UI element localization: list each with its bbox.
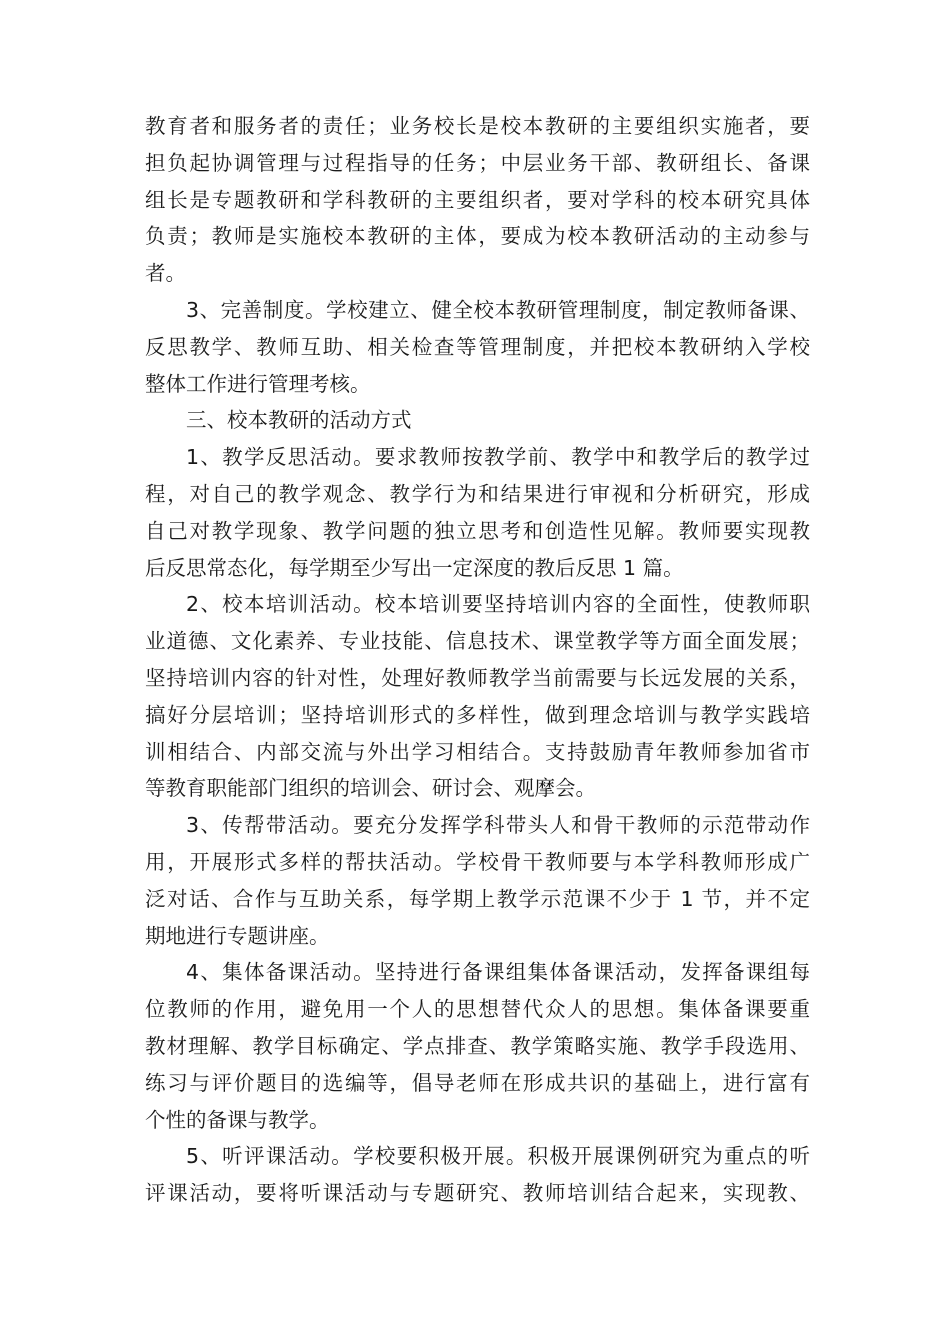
text-line: 等教育职能部门组织的培训会、研讨会、观摩会。 bbox=[145, 776, 596, 801]
text-line: 位教师的作用，避免用一个人的思想替代众人的思想。集体备课要重 bbox=[145, 997, 810, 1022]
text-line: 三、校本教研的活动方式 bbox=[186, 408, 412, 433]
text-line: 1、教学反思活动。要求教师按教学前、教学中和教学后的教学过 bbox=[186, 445, 810, 470]
text-line: 反思教学、教师互助、相关检查等管理制度，并把校本教研纳入学校 bbox=[145, 334, 810, 359]
text-line: 3、完善制度。学校建立、健全校本教研管理制度，制定教师备课、 bbox=[186, 297, 810, 322]
text-line: 自己对教学现象、教学问题的独立思考和创造性见解。教师要实现教 bbox=[145, 518, 810, 543]
text-line: 泛对话、合作与互助关系，每学期上教学示范课不少于 1 节，并不定 bbox=[145, 886, 810, 911]
text-line: 整体工作进行管理考核。 bbox=[145, 371, 371, 396]
text-line: 组长是专题教研和学科教研的主要组织者，要对学科的校本研究具体 bbox=[145, 187, 810, 212]
text-line: 担负起协调管理与过程指导的任务；中层业务干部、教研组长、备课 bbox=[145, 150, 810, 175]
text-line: 坚持培训内容的针对性，处理好教师教学当前需要与长远发展的关系， bbox=[145, 665, 810, 690]
document-page bbox=[145, 108, 810, 1212]
text-line: 2、校本培训活动。校本培训要坚持培训内容的全面性，使教师职 bbox=[186, 592, 810, 617]
text-line: 负责；教师是实施校本教研的主体，要成为校本教研活动的主动参与 bbox=[145, 224, 810, 249]
text-line: 4、集体备课活动。坚持进行备课组集体备课活动，发挥备课组每 bbox=[186, 960, 810, 985]
text-line: 搞好分层培训；坚持培训形式的多样性，做到理念培训与教学实践培 bbox=[145, 702, 810, 727]
text-line: 业道德、文化素养、专业技能、信息技术、课堂教学等方面全面发展； bbox=[145, 629, 810, 654]
text-line: 个性的备课与教学。 bbox=[145, 1107, 330, 1132]
text-line: 训相结合、内部交流与外出学习相结合。支持鼓励青年教师参加省市 bbox=[145, 739, 810, 764]
text-line: 5、听评课活动。学校要积极开展。积极开展课例研究为重点的听 bbox=[186, 1144, 810, 1169]
text-line: 评课活动，要将听课活动与专题研究、教师培训结合起来，实现教、 bbox=[145, 1181, 810, 1206]
text-line: 教材理解、教学目标确定、学点排查、教学策略实施、教学手段选用、 bbox=[145, 1033, 810, 1058]
text-line: 期地进行专题讲座。 bbox=[145, 923, 330, 948]
text-line: 教育者和服务者的责任；业务校长是校本教研的主要组织实施者，要 bbox=[145, 114, 810, 138]
text-line: 程，对自己的教学观念、教学行为和结果进行审视和分析研究，形成 bbox=[145, 481, 810, 506]
text-line: 用，开展形式多样的帮扶活动。学校骨干教师要与本学科教师形成广 bbox=[145, 849, 810, 874]
text-line: 3、传帮带活动。要充分发挥学科带头人和骨干教师的示范带动作 bbox=[186, 813, 810, 838]
text-line: 后反思常态化，每学期至少写出一定深度的教后反思 1 篇。 bbox=[145, 555, 684, 580]
text-line: 练习与评价题目的选编等，倡导老师在形成共识的基础上，进行富有 bbox=[145, 1070, 810, 1095]
text-line: 者。 bbox=[145, 261, 186, 286]
